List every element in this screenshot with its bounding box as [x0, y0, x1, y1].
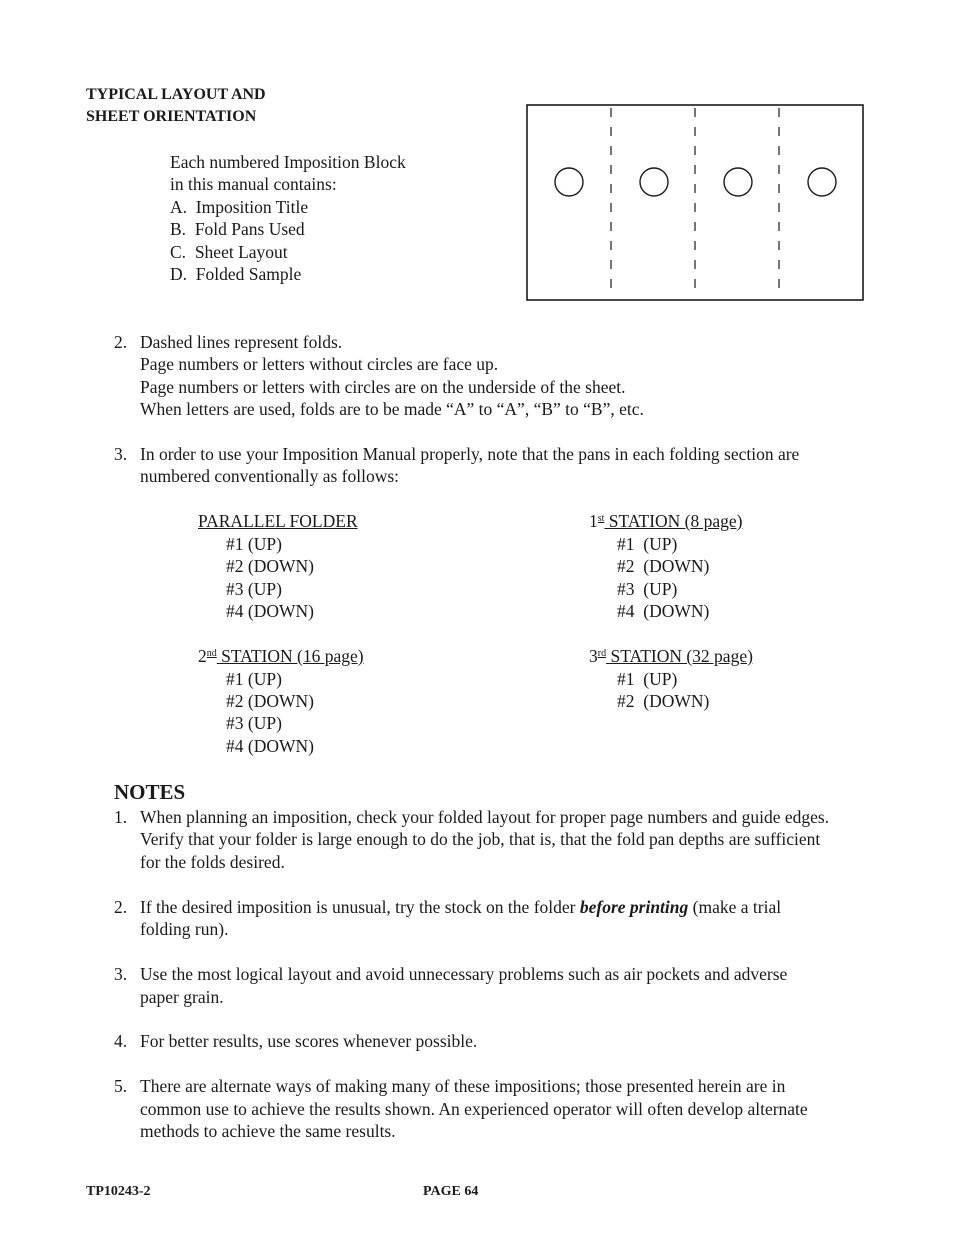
point-2-number: 2.	[114, 332, 128, 352]
underside-circle-1	[555, 168, 583, 196]
sheet-layout-diagram	[526, 104, 864, 301]
note-2-emphasis: before printing	[579, 897, 689, 917]
underside-circle-4	[808, 168, 836, 196]
parallel-folder-item-3: #3 (UP)	[226, 579, 282, 599]
point-2-line-3: Page numbers or letters with circles are on the underside of the sheet.	[140, 377, 626, 397]
intro-item-a	[170, 196, 308, 219]
first-station-item-3	[617, 578, 677, 601]
pan-number: #1	[617, 669, 635, 689]
point-2-line-4: When letters are used, folds are to be made “A” to “A”, “B” to “B”, etc.	[140, 399, 644, 419]
intro-item-letter: D.	[170, 264, 188, 284]
pan-direction: (UP)	[643, 669, 678, 689]
note-4-line-1: For better results, use scores whenever possible.	[140, 1031, 478, 1051]
station-ordinal: 1	[589, 511, 598, 531]
intro-item-text: Folded Sample	[195, 264, 302, 284]
note-5-line-2: common use to achieve the results shown. An experienced operator will often develop alternate	[140, 1099, 808, 1119]
section-heading-line-2: SHEET ORIENTATION	[86, 108, 257, 125]
pan-number: #1	[617, 534, 635, 554]
section-heading-line-1: TYPICAL LAYOUT AND	[86, 86, 266, 103]
pan-number: #3	[617, 579, 635, 599]
intro-item-letter: B.	[170, 219, 187, 239]
note-1-number: 1.	[114, 807, 128, 827]
station-title: STATION (32 page)	[606, 646, 753, 666]
intro-line-1: Each numbered Imposition Block	[170, 152, 406, 172]
underside-circle-2	[640, 168, 668, 196]
point-2-line-1: Dashed lines represent folds.	[140, 332, 343, 352]
pan-direction: (UP)	[643, 579, 678, 599]
footer-document-id: TP10243-2	[86, 1184, 151, 1199]
station-ordinal-suffix: nd	[206, 648, 217, 659]
station-ordinal-suffix: st	[597, 513, 605, 524]
underside-circle-3	[724, 168, 752, 196]
pan-direction: (DOWN)	[643, 601, 710, 621]
note-2-text-end: (make a trial	[688, 897, 782, 917]
first-station-item-1	[617, 533, 677, 556]
third-station-item-1	[617, 668, 677, 691]
point-3-number: 3.	[114, 444, 128, 464]
station-title: STATION (16 page)	[216, 646, 364, 666]
point-2-line-2: Page numbers or letters without circles are face up.	[140, 354, 499, 374]
notes-heading: NOTES	[114, 780, 186, 804]
intro-item-d	[170, 263, 301, 286]
note-5-line-1: There are alternate ways of making many of these impositions; those presented herein are in	[140, 1076, 786, 1096]
pan-direction: (DOWN)	[643, 556, 710, 576]
intro-line-2: in this manual contains:	[170, 174, 337, 194]
note-1-line-3: for the folds desired.	[140, 852, 285, 872]
note-1-line-1: When planning an imposition, check your folded layout for proper page numbers and guide edges.	[140, 807, 830, 827]
station-ordinal-suffix: rd	[597, 648, 607, 659]
third-station-item-2	[617, 690, 709, 713]
note-2-line-2: folding run).	[140, 919, 229, 939]
intro-item-text: Sheet Layout	[194, 242, 288, 262]
first-station-item-2	[617, 555, 709, 578]
pan-direction: (UP)	[643, 534, 678, 554]
intro-item-b	[170, 218, 305, 241]
footer-page-number: PAGE 64	[423, 1184, 479, 1199]
second-station-title	[198, 645, 364, 668]
note-2-line-1	[140, 896, 781, 919]
note-3-number: 3.	[114, 964, 128, 984]
pan-number: #4	[617, 601, 635, 621]
point-3-line-1: In order to use your Imposition Manual properly, note that the pans in each folding section are	[140, 444, 800, 464]
parallel-folder-title: PARALLEL FOLDER	[198, 511, 358, 531]
pan-number: #2	[617, 691, 635, 711]
third-station-title	[589, 645, 753, 668]
first-station-title	[589, 510, 743, 533]
note-2-number: 2.	[114, 897, 128, 917]
parallel-folder-item-4: #4 (DOWN)	[226, 601, 314, 621]
note-1-line-2: Verify that your folder is large enough to do the job, that is, that the fold pan depths are sufficient	[140, 829, 821, 849]
intro-item-letter: A.	[170, 197, 188, 217]
pan-direction: (DOWN)	[643, 691, 710, 711]
point-3-line-2: numbered conventionally as follows:	[140, 466, 400, 486]
second-station-item-1: #1 (UP)	[226, 669, 282, 689]
second-station-item-2: #2 (DOWN)	[226, 691, 314, 711]
station-ordinal: 2	[198, 646, 207, 666]
first-station-item-4	[617, 600, 709, 623]
intro-item-text: Fold Pans Used	[194, 219, 305, 239]
station-ordinal: 3	[589, 646, 598, 666]
note-3-line-1: Use the most logical layout and avoid unnecessary problems such as air pockets and adverse	[140, 964, 788, 984]
note-4-number: 4.	[114, 1031, 128, 1051]
intro-item-c	[170, 241, 288, 264]
note-3-line-2: paper grain.	[140, 987, 224, 1007]
parallel-folder-item-2: #2 (DOWN)	[226, 556, 314, 576]
note-2-text: If the desired imposition is unusual, try the stock on the folder	[140, 897, 580, 917]
note-5-number: 5.	[114, 1076, 128, 1096]
second-station-item-3: #3 (UP)	[226, 713, 282, 733]
station-title: STATION (8 page)	[604, 511, 743, 531]
pan-number: #2	[617, 556, 635, 576]
note-5-line-3: methods to achieve the same results.	[140, 1121, 396, 1141]
intro-item-letter: C.	[170, 242, 187, 262]
intro-item-text: Imposition Title	[195, 197, 309, 217]
second-station-item-4: #4 (DOWN)	[226, 736, 314, 756]
parallel-folder-item-1: #1 (UP)	[226, 534, 282, 554]
